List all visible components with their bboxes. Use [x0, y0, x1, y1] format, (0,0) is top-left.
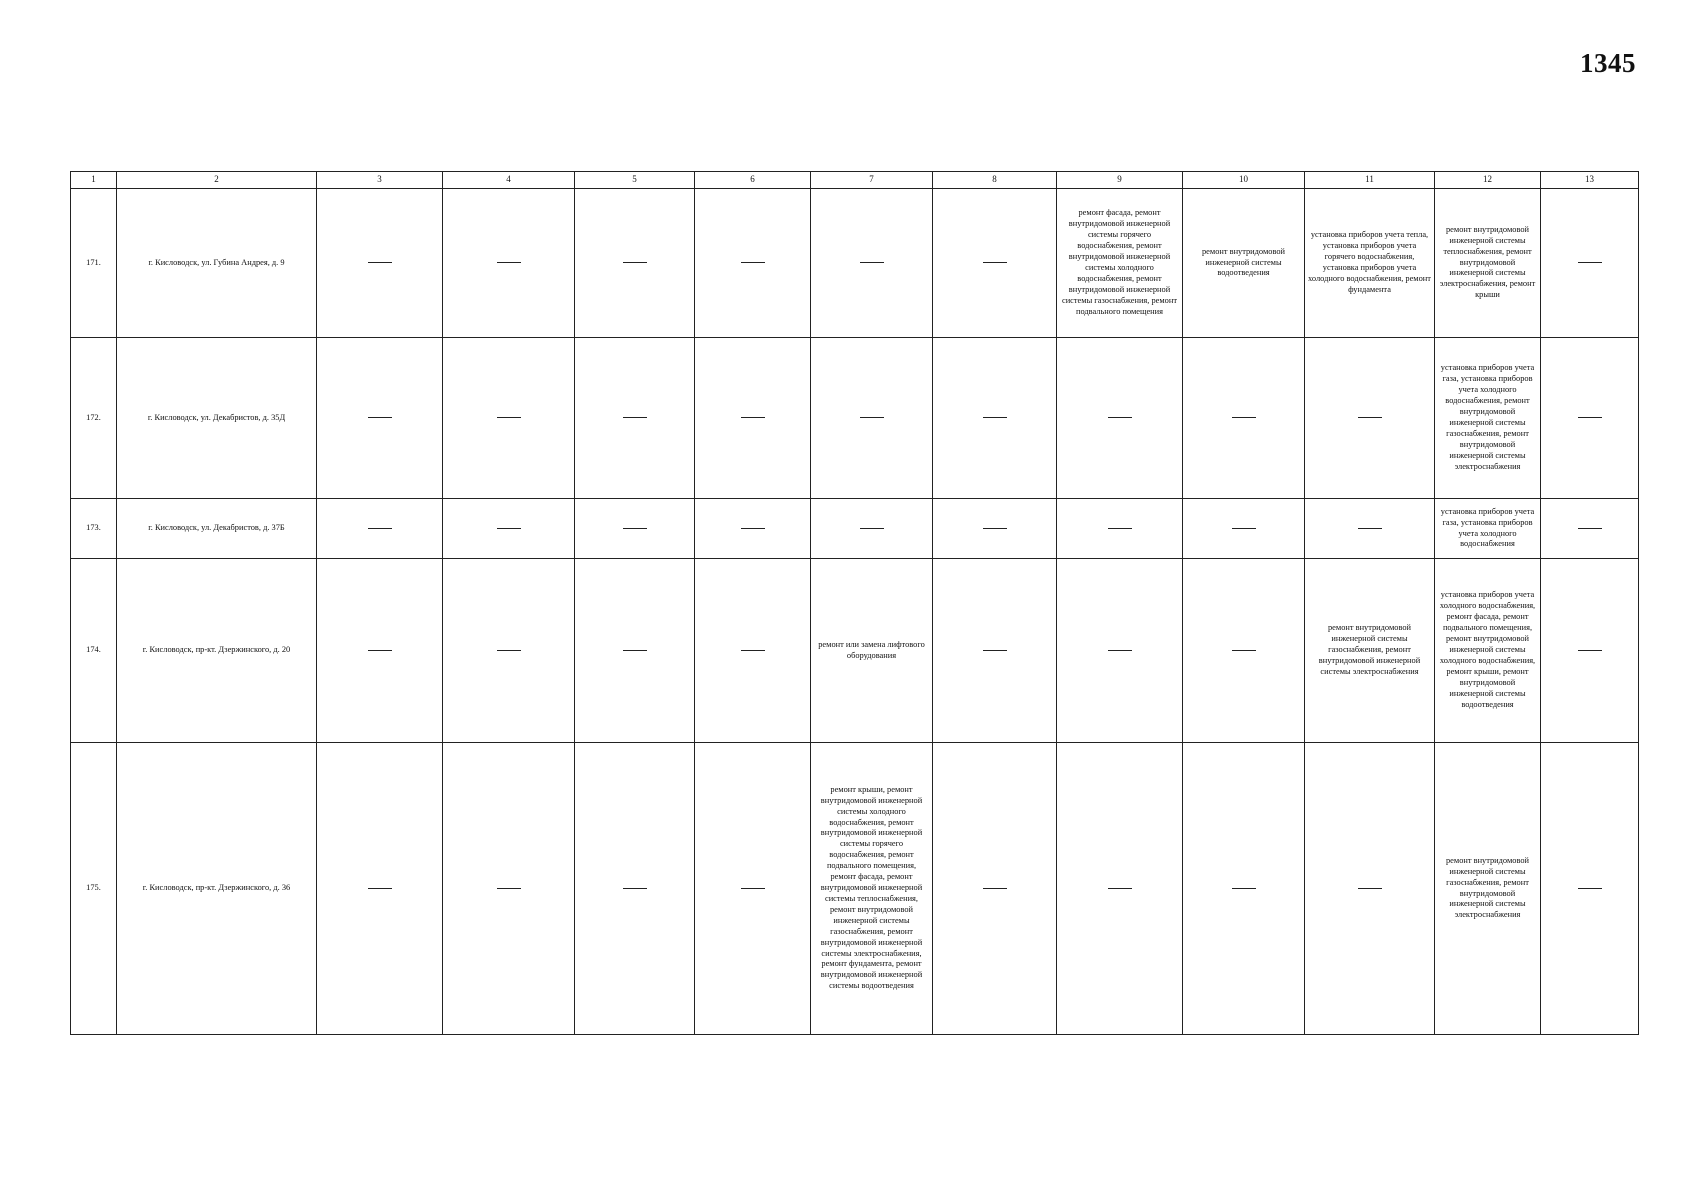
- empty-cell: [1183, 743, 1305, 1035]
- dash-mark: [860, 262, 884, 263]
- dash-mark: [623, 417, 647, 418]
- dash-mark: [1232, 528, 1256, 529]
- row-address: г. Кисловодск, пр-кт. Дзержинского, д. 36: [117, 743, 317, 1035]
- dash-mark: [497, 417, 521, 418]
- dash-mark: [983, 417, 1007, 418]
- column-header: 12: [1435, 172, 1541, 189]
- column-header: 9: [1057, 172, 1183, 189]
- work-cell: ремонт крыши, ремонт внутридомовой инженерной системы холодного водоснабжения, ремонт внутридомовой инженерной системы горячего водоснабжения, ремонт подвального помещения, ремонт фасада, ремонт внутридомовой инженерной системы теплоснабжения, ремонт внутридомовой инженерной системы газоснабжения, ремонт внутридомовой инженерной системы электроснабжения, ремонт фундамента, ремонт внутридомовой инженерной системы водоотведения: [811, 743, 933, 1035]
- empty-cell: [317, 338, 443, 499]
- empty-cell: [1541, 189, 1639, 338]
- empty-cell: [575, 743, 695, 1035]
- empty-cell: [575, 559, 695, 743]
- dash-mark: [1578, 417, 1602, 418]
- column-header: 6: [695, 172, 811, 189]
- empty-cell: [317, 189, 443, 338]
- empty-cell: [443, 189, 575, 338]
- dash-mark: [1578, 650, 1602, 651]
- empty-cell: [933, 559, 1057, 743]
- dash-mark: [983, 528, 1007, 529]
- dash-mark: [860, 417, 884, 418]
- dash-mark: [368, 650, 392, 651]
- dash-mark: [368, 528, 392, 529]
- empty-cell: [443, 338, 575, 499]
- empty-cell: [443, 499, 575, 559]
- empty-cell: [1057, 743, 1183, 1035]
- empty-cell: [1057, 338, 1183, 499]
- dash-mark: [497, 528, 521, 529]
- work-cell: установка приборов учета газа, установка приборов учета холодного водоснабжения, ремонт внутридомовой инженерной системы газоснабжения, ремонт внутридомовой инженерной системы электроснабжения: [1435, 338, 1541, 499]
- dash-mark: [1358, 528, 1382, 529]
- table-row: [71, 189, 1639, 338]
- empty-cell: [811, 189, 933, 338]
- dash-mark: [1232, 417, 1256, 418]
- empty-cell: [1541, 559, 1639, 743]
- dash-mark: [1108, 528, 1132, 529]
- column-header: 10: [1183, 172, 1305, 189]
- dash-mark: [1358, 888, 1382, 889]
- column-header: 7: [811, 172, 933, 189]
- empty-cell: [575, 338, 695, 499]
- dash-mark: [368, 888, 392, 889]
- row-address: г. Кисловодск, ул. Декабристов, д. 35Д: [117, 338, 317, 499]
- empty-cell: [695, 338, 811, 499]
- empty-cell: [933, 338, 1057, 499]
- dash-mark: [497, 888, 521, 889]
- column-header: 11: [1305, 172, 1435, 189]
- empty-cell: [1305, 499, 1435, 559]
- table-row: [71, 559, 1639, 743]
- empty-cell: [317, 559, 443, 743]
- work-cell: ремонт фасада, ремонт внутридомовой инженерной системы горячего водоснабжения, ремонт внутридомовой инженерной системы холодного водоснабжения, ремонт внутридомовой инженерной системы газоснабжения, ремонт подвального помещения: [1057, 189, 1183, 338]
- empty-cell: [811, 499, 933, 559]
- empty-cell: [1305, 338, 1435, 499]
- work-cell: ремонт внутридомовой инженерной системы водоотведения: [1183, 189, 1305, 338]
- dash-mark: [1108, 650, 1132, 651]
- table-row: [71, 499, 1639, 559]
- empty-cell: [1057, 559, 1183, 743]
- empty-cell: [1541, 338, 1639, 499]
- dash-mark: [1578, 528, 1602, 529]
- row-number: 172.: [71, 338, 117, 499]
- dash-mark: [1578, 888, 1602, 889]
- dash-mark: [623, 528, 647, 529]
- empty-cell: [1305, 743, 1435, 1035]
- dash-mark: [368, 262, 392, 263]
- work-cell: установка приборов учета холодного водоснабжения, ремонт фасада, ремонт подвального помещения, ремонт внутридомовой инженерной системы холодного водоснабжения, ремонт крыши, ремонт внутридомовой инженерной системы водоотведения: [1435, 559, 1541, 743]
- dash-mark: [1108, 888, 1132, 889]
- dash-mark: [741, 262, 765, 263]
- row-number: 174.: [71, 559, 117, 743]
- empty-cell: [1057, 499, 1183, 559]
- dash-mark: [1108, 417, 1132, 418]
- empty-cell: [317, 499, 443, 559]
- dash-mark: [1578, 262, 1602, 263]
- work-cell: ремонт внутридомовой инженерной системы газоснабжения, ремонт внутридомовой инженерной системы электроснабжения: [1305, 559, 1435, 743]
- empty-cell: [1541, 499, 1639, 559]
- dash-mark: [497, 650, 521, 651]
- empty-cell: [811, 338, 933, 499]
- empty-cell: [443, 743, 575, 1035]
- dash-mark: [623, 262, 647, 263]
- empty-cell: [695, 499, 811, 559]
- dash-mark: [983, 650, 1007, 651]
- empty-cell: [575, 499, 695, 559]
- empty-cell: [443, 559, 575, 743]
- table-row: [71, 743, 1639, 1035]
- column-header: 4: [443, 172, 575, 189]
- empty-cell: [933, 499, 1057, 559]
- empty-cell: [1541, 743, 1639, 1035]
- row-address: г. Кисловодск, ул. Губина Андрея, д. 9: [117, 189, 317, 338]
- empty-cell: [1183, 559, 1305, 743]
- work-cell: ремонт внутридомовой инженерной системы теплоснабжения, ремонт внутридомовой инженерной системы электроснабжения, ремонт крыши: [1435, 189, 1541, 338]
- column-header: 5: [575, 172, 695, 189]
- table-row: [71, 338, 1639, 499]
- dash-mark: [983, 888, 1007, 889]
- empty-cell: [933, 189, 1057, 338]
- dash-mark: [623, 650, 647, 651]
- repair-schedule-table: [70, 171, 1639, 1035]
- dash-mark: [368, 417, 392, 418]
- empty-cell: [1183, 499, 1305, 559]
- row-number: 173.: [71, 499, 117, 559]
- dash-mark: [497, 262, 521, 263]
- work-cell: установка приборов учета газа, установка приборов учета холодного водоснабжения: [1435, 499, 1541, 559]
- empty-cell: [695, 559, 811, 743]
- dash-mark: [741, 650, 765, 651]
- empty-cell: [695, 189, 811, 338]
- row-number: 171.: [71, 189, 117, 338]
- empty-cell: [933, 743, 1057, 1035]
- row-number: 175.: [71, 743, 117, 1035]
- column-header: 13: [1541, 172, 1639, 189]
- dash-mark: [623, 888, 647, 889]
- empty-cell: [695, 743, 811, 1035]
- empty-cell: [575, 189, 695, 338]
- work-cell: ремонт или замена лифтового оборудования: [811, 559, 933, 743]
- dash-mark: [741, 888, 765, 889]
- dash-mark: [1358, 417, 1382, 418]
- column-number-row: [71, 172, 1639, 189]
- page-number: 1345: [1580, 48, 1636, 78]
- row-address: г. Кисловодск, ул. Декабристов, д. 37Б: [117, 499, 317, 559]
- dash-mark: [741, 528, 765, 529]
- dash-mark: [983, 262, 1007, 263]
- column-header: 1: [71, 172, 117, 189]
- work-cell: ремонт внутридомовой инженерной системы газоснабжения, ремонт внутридомовой инженерной системы электроснабжения: [1435, 743, 1541, 1035]
- column-header: 3: [317, 172, 443, 189]
- dash-mark: [1232, 650, 1256, 651]
- column-header: 2: [117, 172, 317, 189]
- dash-mark: [1232, 888, 1256, 889]
- work-cell: установка приборов учета тепла, установка приборов учета горячего водоснабжения, установка приборов учета холодного водоснабжения, ремонт фундамента: [1305, 189, 1435, 338]
- row-address: г. Кисловодск, пр-кт. Дзержинского, д. 20: [117, 559, 317, 743]
- empty-cell: [1183, 338, 1305, 499]
- empty-cell: [317, 743, 443, 1035]
- column-header: 8: [933, 172, 1057, 189]
- dash-mark: [741, 417, 765, 418]
- dash-mark: [860, 528, 884, 529]
